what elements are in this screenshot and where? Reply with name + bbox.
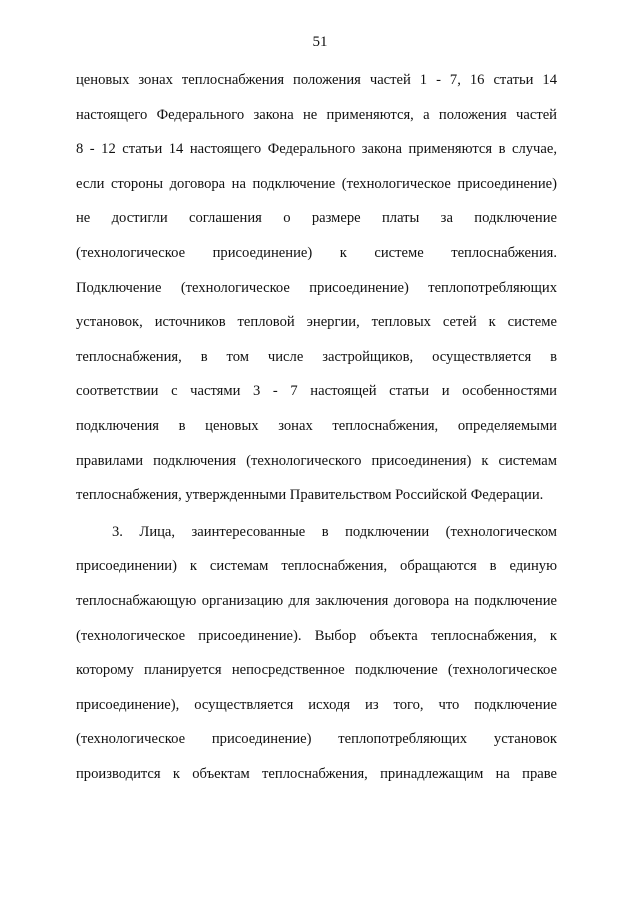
text-line: 8 - 12 статьи 14 настоящего Федерального закона применяются в случае, (76, 141, 557, 158)
text-line: если стороны договора на подключение (технологическое присоединение) (76, 175, 557, 192)
page-number: 51 (312, 34, 328, 50)
text-line: (технологическое присоединение) к системе теплоснабжения. (76, 244, 557, 261)
text-line: правилами подключения (технологического присоединения) к системам (76, 452, 557, 469)
text-line: теплоснабжения, в том числе застройщиков, осуществляется в (76, 348, 557, 365)
text-line: теплоснабжающую организацию для заключения договора на подключение (76, 592, 557, 609)
text-line: присоединении) к системам теплоснабжения, обращаются в единую (76, 558, 557, 575)
text-line: соответствии с частями 3 - 7 настоящей статьи и особенностями (76, 383, 557, 400)
text-line: Подключение (технологическое присоединение) теплопотребляющих (76, 279, 557, 296)
text-line: (технологическое присоединение). Выбор объекта теплоснабжения, к (76, 627, 557, 644)
text-line: 3. Лица, заинтересованные в подключении (технологическом (112, 523, 557, 540)
paragraph-2 (76, 522, 557, 799)
text-line: подключения в ценовых зонах теплоснабжения, определяемыми (76, 417, 557, 434)
text-line: которому планируется непосредственное подключение (технологическое (76, 662, 557, 679)
text-line: установок, источников тепловой энергии, тепловых сетей к системе (76, 314, 557, 331)
document-body (76, 70, 557, 798)
text-line: настоящего Федерального закона не применяются, а положения частей (76, 106, 557, 123)
text-line: производится к объектам теплоснабжения, принадлежащим на праве (76, 765, 557, 782)
text-line: ценовых зонах теплоснабжения положения частей 1 - 7, 16 статьи 14 (76, 72, 557, 88)
text-line: присоединение), осуществляется исходя из того, что подключение (76, 696, 557, 713)
paragraph-1 (76, 70, 557, 520)
text-line: теплоснабжения, утвержденными Правительством Российской Федерации. (76, 487, 544, 504)
text-line: (технологическое присоединение) теплопотребляющих установок (76, 731, 557, 748)
text-line: не достигли соглашения о размере платы за подключение (76, 210, 557, 227)
